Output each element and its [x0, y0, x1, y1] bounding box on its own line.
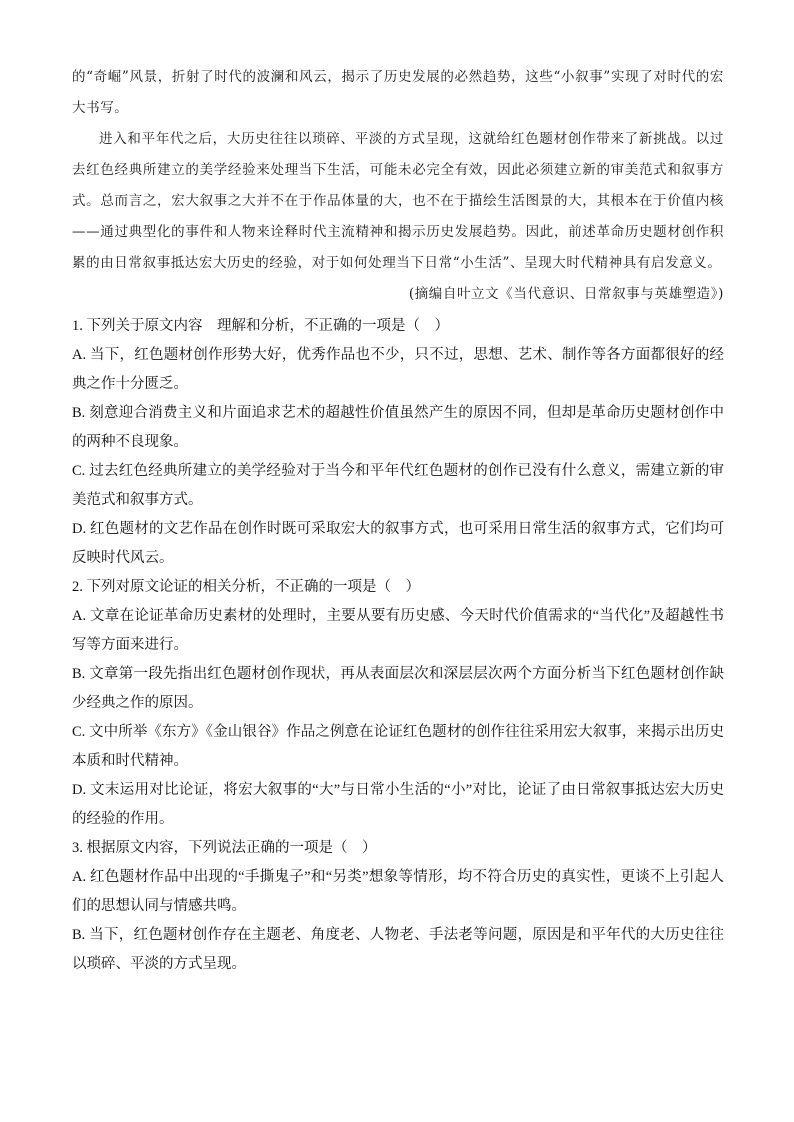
question-3	[72, 834, 724, 979]
option-b: B. 文章第一段先指出红色题材创作现状，再从表面层次和深层层次两个方面分析当下红色题材创作缺少经典之作的原因。	[72, 666, 724, 711]
option-a: A. 当下，红色题材创作形势大好，优秀作品也不少，只不过，思想、艺术、制作等各方面都很好的经典之作十分匮乏。	[72, 347, 724, 392]
option-c: C. 文中所举《东方》《金山银谷》作品之例意在论证红色题材的创作往往采用宏大叙事，来揭示出历史本质和时代精神。	[72, 724, 724, 769]
passage-source: (摘编自叶立文《当代意识、日常叙事与英雄塑造》)	[408, 286, 724, 302]
question-1	[72, 312, 724, 573]
option-b: B. 当下，红色题材创作存在主题老、角度老、人物老、手法老等问题，原因是和平年代的大历史往往以琐碎、平淡的方式呈现。	[72, 927, 724, 972]
question-2	[72, 573, 724, 834]
passage	[72, 62, 724, 310]
option-d: D. 文末运用对比论证，将宏大叙事的“大”与日常小生活的“小”对比，论证了由日常叙事抵达宏大历史的经验的作用。	[72, 782, 724, 827]
questions	[72, 312, 724, 979]
question-stem: 3. 根据原文内容，下列说法正确的一项是（ ）	[72, 840, 377, 856]
passage-paragraph-last: 进入和平年代之后，大历史往往以琐碎、平淡的方式呈现，这就给红色题材创作带来了新挑战。以过去红色经典所建立的美学经验来处理当下生活，可能未必完全有效，因此必须建立新的审美范式和叙事方式。总而言之，宏大叙事之大并不在于作品体量的大，也不在于描绘生活图景的大，其根本在于价值内核——通过典型化的事件和人物来诠释时代主流精神和揭示历史发展趋势。因此，前述革命历史题材创作积累的由日常叙事抵达宏大历史的经验，对于如何处理当下日常“小生活”、呈现大时代精神具有启发意义。	[72, 131, 724, 271]
question-stem: 2. 下列对原文论证的相关分析，不正确的一项是（ ）	[72, 579, 420, 595]
question-stem: 1. 下列关于原文内容 理解和分析，不正确的一项是（ ）	[72, 318, 449, 334]
option-b: B. 刻意迎合消费主义和片面追求艺术的超越性价值虽然产生的原因不同，但却是革命历史题材创作中的两种不良现象。	[72, 405, 724, 450]
option-a: A. 红色题材作品中出现的“手撕鬼子”和“另类”想象等情形，均不符合历史的真实性，更谈不上引起人们的思想认同与情感共鸣。	[72, 869, 724, 914]
option-d: D. 红色题材的文艺作品在创作时既可采取宏大的叙事方式，也可采用日常生活的叙事方式，它们均可反映时代风云。	[72, 521, 724, 566]
option-a: A. 文章在论证革命历史素材的处理时，主要从要有历史感、今天时代价值需求的“当代化”及超越性书写等方面来进行。	[72, 608, 724, 653]
passage-paragraph-end: 的“奇崛”风景，折射了时代的波澜和风云，揭示了历史发展的必然趋势，这些“小叙事”实现了对时代的宏大书写。	[72, 69, 724, 116]
option-c: C. 过去红色经典所建立的美学经验对于当今和平年代红色题材的创作已没有什么意义，需建立新的审美范式和叙事方式。	[72, 463, 724, 508]
